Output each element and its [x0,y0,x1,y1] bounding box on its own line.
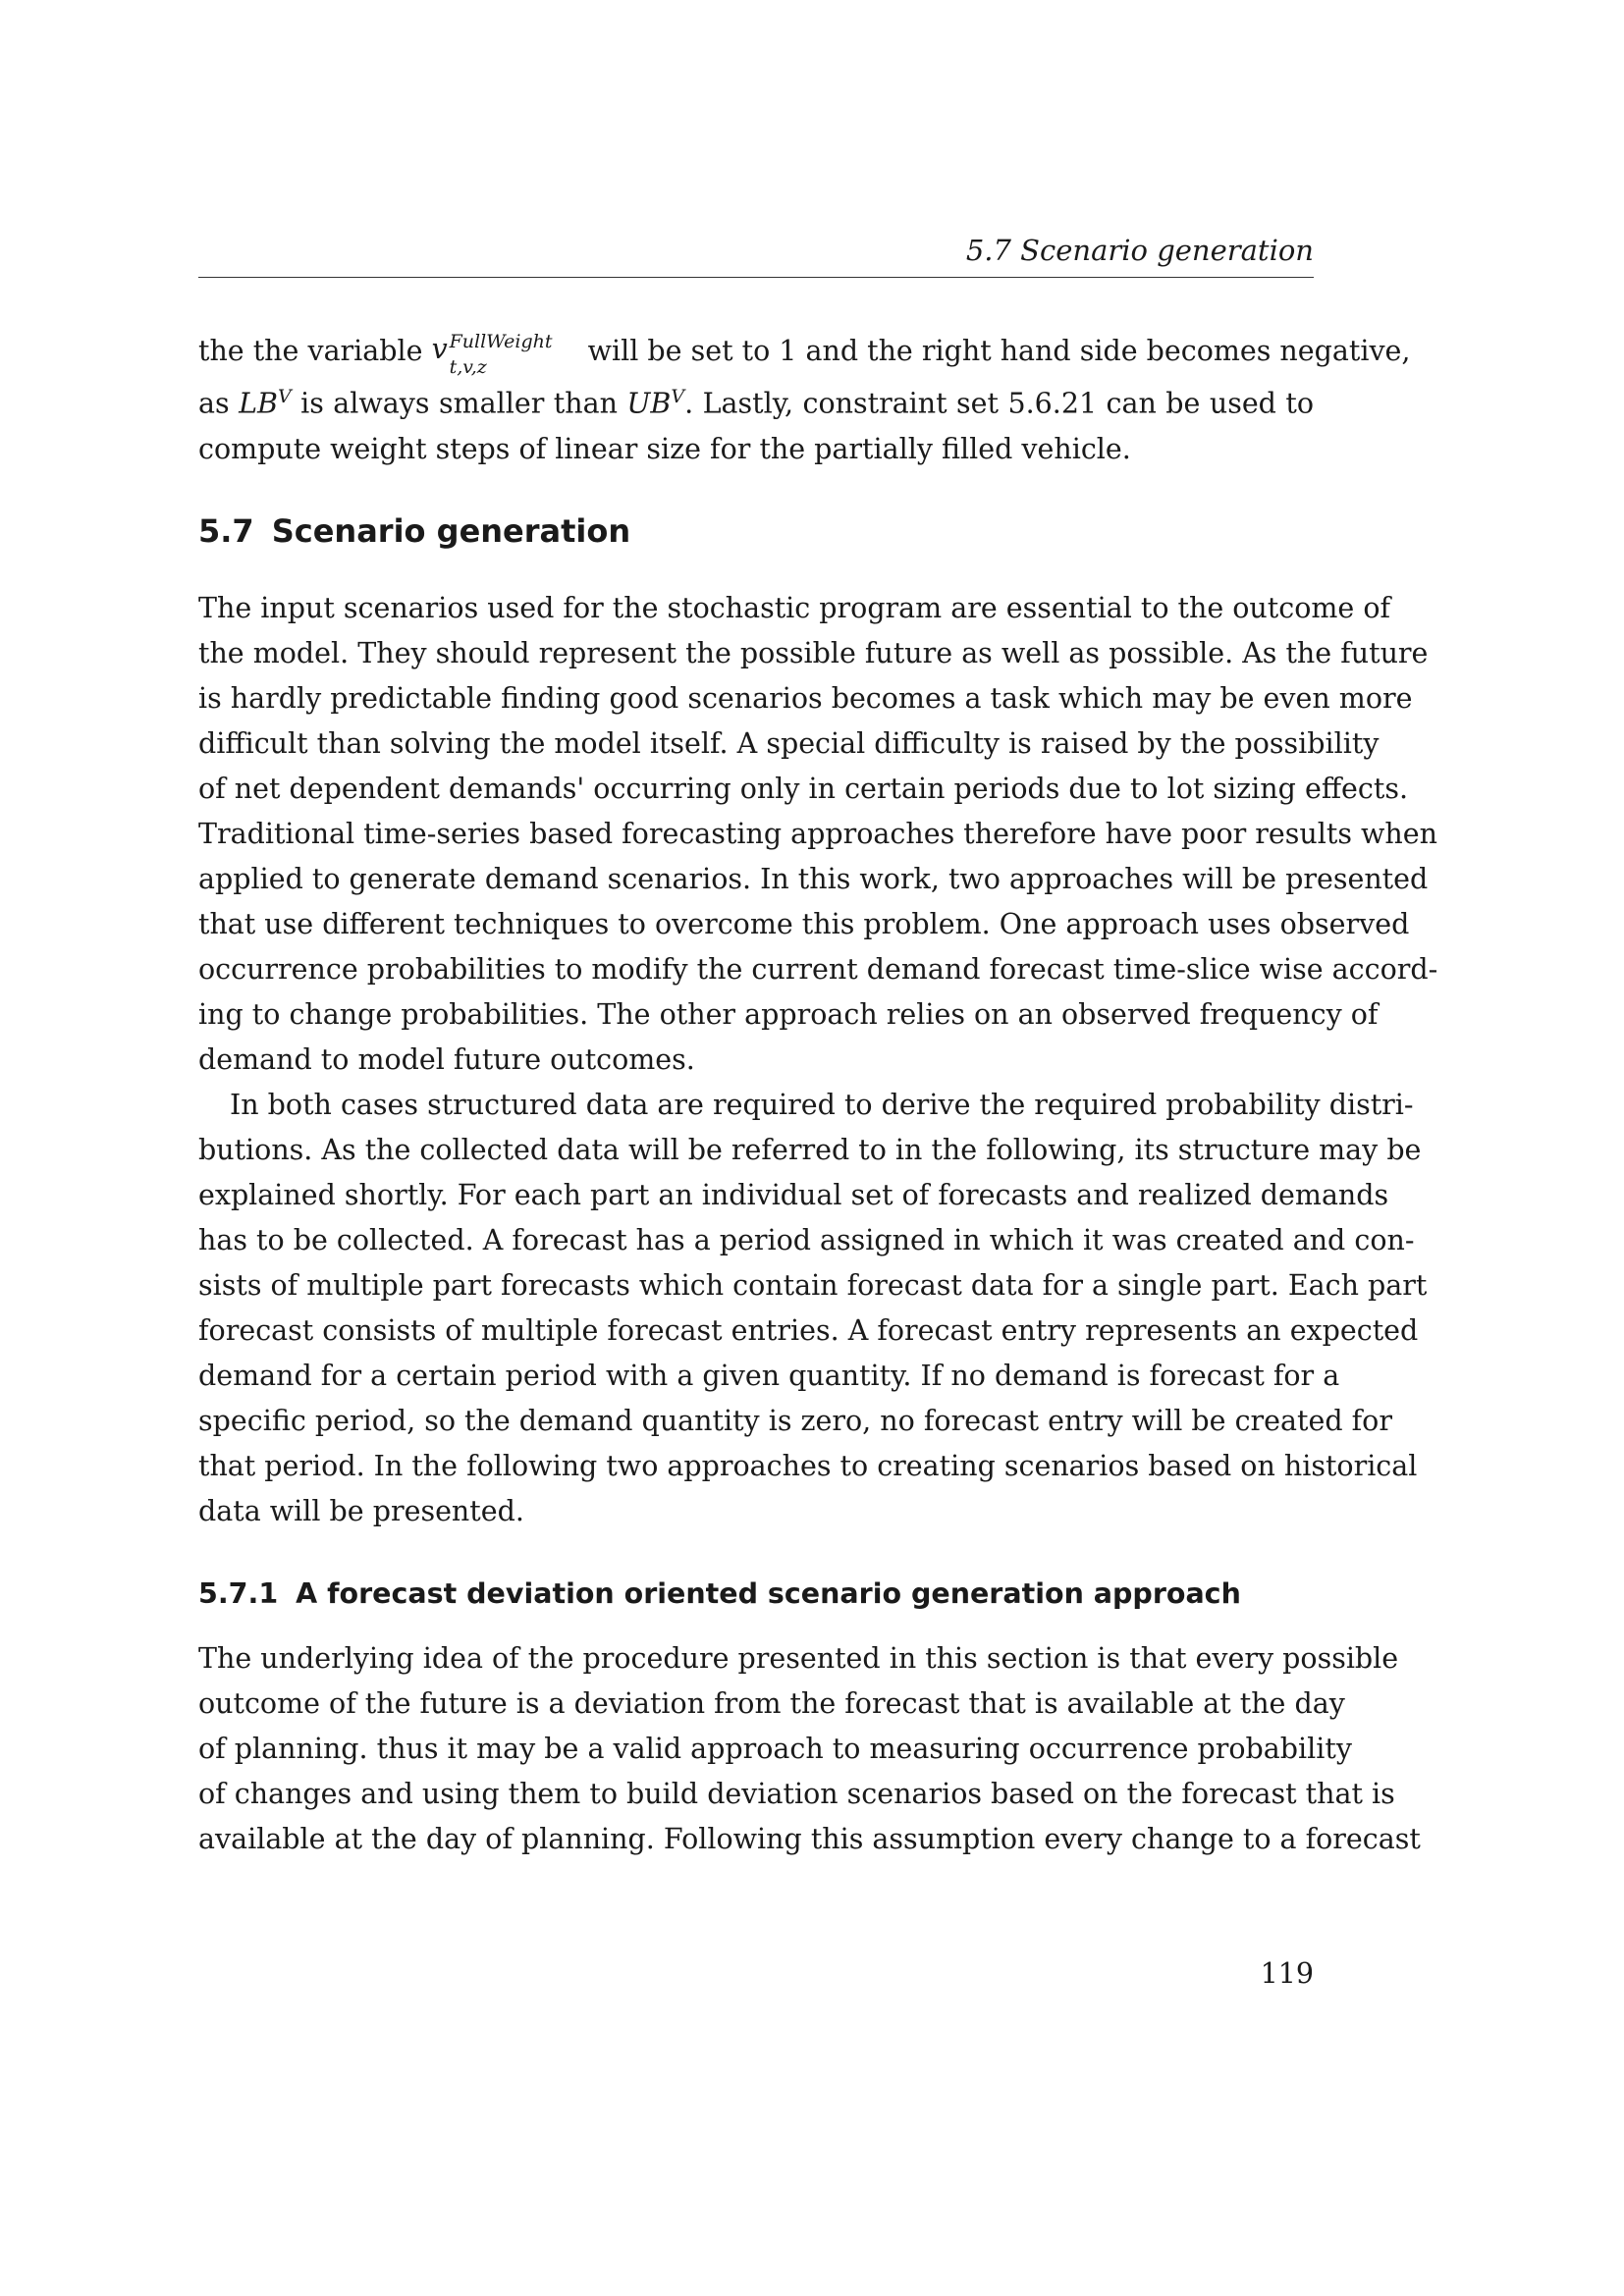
full-weight-variable: v FullWeight t,v,z [431,331,553,378]
paragraph-deviation-approach: The underlying idea of the procedure presented in this section is that every possible outcome of the future is a deviation from the forecast that is available at the day of planning. thus it may be a valid approach to measuring occurrence probability of changes and using them to build deviation scenarios based on the forecast that is available at the day of planning. Following this assumption every change to a forecast [198,1642,1421,1855]
intro-line-3: compute weight steps of linear size for the partially filled vehicle. [198,432,1131,465]
page [198,0,1438,2296]
page-number: 119 [1260,1957,1314,1990]
header-rule [198,277,1314,278]
subsection-heading: 5.7.1 A forecast deviation oriented scenario generation approach [198,1577,1241,1610]
paragraph-scenarios-intro: The input scenarios used for the stochastic program are essential to the outcome of the model. They should represent the possible future as well as possible. As the future is hardly predictable finding good scenarios becomes a task which may be even more difficult than solving the model itself. A special difficulty is raised by the possibility of net dependent demands' occurring only in certain periods due to lot sizing effects. Traditional time-series based forecasting approaches therefore have poor results when applied to generate demand scenarios. In this work, two approaches will be presented that use different techniques to overcome this problem. One approach uses observed occurrence probabilities to modify the current demand forecast time-slice wise accord- ing to change probabilities. The other approach relies on an observed frequency of demand to model future outcomes. [198,592,1438,1076]
intro-line-1: the the variable v FullWeight t,v,z will be set to 1 and the right hand side becomes negative, [198,331,1411,378]
section-heading: 5.7 Scenario generation [198,512,631,550]
intro-line-2: as $LB^V$ is always smaller than $UB^V$. Lastly, constraint set 5.6.21 can be used to [198,386,1314,420]
paragraph-structured-data: In both cases structured data are required to derive the required probability distri- butions. As the collected data will be referred to in the following, its structure may be explained shortly. For each part an individual set of forecasts and realized demands has to be collected. A forecast has a period assigned in which it was created and con- sists of multiple part forecasts which contain forecast data for a single part. Each part forecast consists of multiple forecast entries. A forecast entry represents an expected demand for a certain period with a given quantity. If no demand is forecast for a specific period, so the demand quantity is zero, no forecast entry will be created for that period. In the following two approaches to creating scenarios based on historical data will be presented. [198,1089,1428,1527]
running-header: 5.7 Scenario generation [965,234,1314,267]
intro-paragraph [198,329,1411,472]
